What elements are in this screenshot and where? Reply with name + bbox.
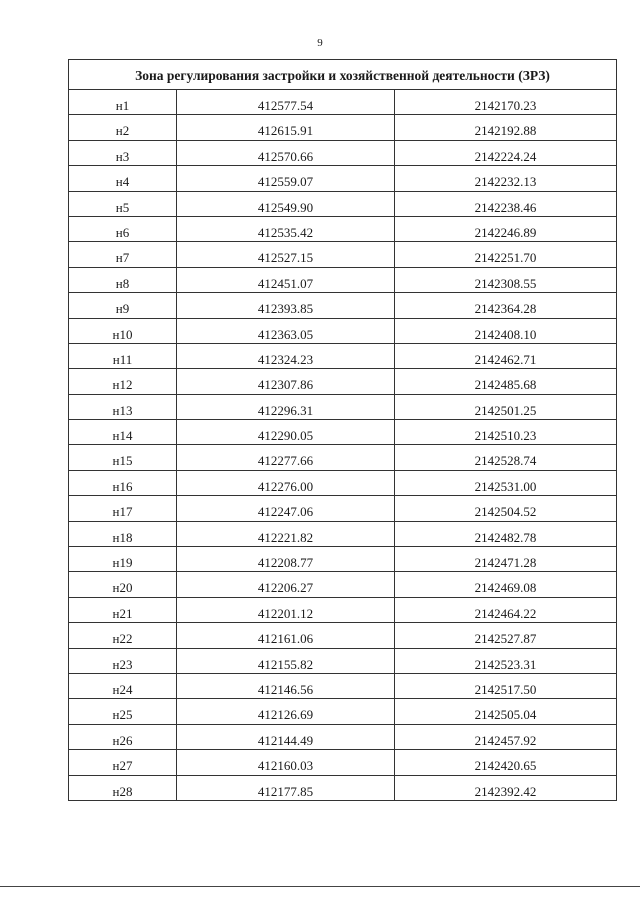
x-coordinate-cell: 412535.42 [177, 216, 395, 241]
table-row [69, 90, 617, 115]
point-id-cell: н6 [69, 216, 177, 241]
x-coordinate-cell: 412393.85 [177, 293, 395, 318]
table-row [69, 775, 617, 800]
y-coordinate-cell: 2142482.78 [395, 521, 617, 546]
point-id-cell: н18 [69, 521, 177, 546]
table-title-row [69, 60, 617, 90]
point-id-cell: н16 [69, 470, 177, 495]
y-coordinate-cell: 2142462.71 [395, 343, 617, 368]
y-coordinate-cell: 2142464.22 [395, 597, 617, 622]
y-coordinate-cell: 2142510.23 [395, 420, 617, 445]
y-coordinate-cell: 2142485.68 [395, 369, 617, 394]
table-header [69, 60, 617, 90]
point-id-cell: н12 [69, 369, 177, 394]
x-coordinate-cell: 412296.31 [177, 394, 395, 419]
table-row [69, 394, 617, 419]
table-row [69, 318, 617, 343]
table-row [69, 242, 617, 267]
x-coordinate-cell: 412527.15 [177, 242, 395, 267]
x-coordinate-cell: 412615.91 [177, 115, 395, 140]
y-coordinate-cell: 2142238.46 [395, 191, 617, 216]
table-row [69, 470, 617, 495]
y-coordinate-cell: 2142170.23 [395, 90, 617, 115]
x-coordinate-cell: 412451.07 [177, 267, 395, 292]
point-id-cell: н14 [69, 420, 177, 445]
x-coordinate-cell: 412363.05 [177, 318, 395, 343]
x-coordinate-cell: 412577.54 [177, 90, 395, 115]
y-coordinate-cell: 2142224.24 [395, 140, 617, 165]
point-id-cell: н4 [69, 166, 177, 191]
point-id-cell: н25 [69, 699, 177, 724]
table-row [69, 724, 617, 749]
point-id-cell: н21 [69, 597, 177, 622]
y-coordinate-cell: 2142527.87 [395, 623, 617, 648]
x-coordinate-cell: 412549.90 [177, 191, 395, 216]
y-coordinate-cell: 2142420.65 [395, 750, 617, 775]
y-coordinate-cell: 2142504.52 [395, 496, 617, 521]
y-coordinate-cell: 2142392.42 [395, 775, 617, 800]
table-row [69, 521, 617, 546]
table-row [69, 166, 617, 191]
x-coordinate-cell: 412155.82 [177, 648, 395, 673]
table-row [69, 547, 617, 572]
y-coordinate-cell: 2142523.31 [395, 648, 617, 673]
y-coordinate-cell: 2142469.08 [395, 572, 617, 597]
point-id-cell: н1 [69, 90, 177, 115]
y-coordinate-cell: 2142308.55 [395, 267, 617, 292]
point-id-cell: н20 [69, 572, 177, 597]
point-id-cell: н7 [69, 242, 177, 267]
point-id-cell: н27 [69, 750, 177, 775]
point-id-cell: н15 [69, 445, 177, 470]
point-id-cell: н26 [69, 724, 177, 749]
x-coordinate-cell: 412201.12 [177, 597, 395, 622]
x-coordinate-cell: 412276.00 [177, 470, 395, 495]
point-id-cell: н3 [69, 140, 177, 165]
table-row [69, 750, 617, 775]
x-coordinate-cell: 412161.06 [177, 623, 395, 648]
table-row [69, 369, 617, 394]
table-row [69, 267, 617, 292]
table-title: Зона регулирования застройки и хозяйственной деятельности (ЗРЗ) [69, 60, 617, 90]
table-row [69, 420, 617, 445]
coordinates-table [68, 59, 617, 801]
x-coordinate-cell: 412160.03 [177, 750, 395, 775]
table-row [69, 140, 617, 165]
x-coordinate-cell: 412247.06 [177, 496, 395, 521]
table-row [69, 572, 617, 597]
x-coordinate-cell: 412559.07 [177, 166, 395, 191]
point-id-cell: н24 [69, 673, 177, 698]
y-coordinate-cell: 2142232.13 [395, 166, 617, 191]
y-coordinate-cell: 2142528.74 [395, 445, 617, 470]
table-row [69, 115, 617, 140]
x-coordinate-cell: 412277.66 [177, 445, 395, 470]
point-id-cell: н17 [69, 496, 177, 521]
table-row [69, 623, 617, 648]
point-id-cell: н19 [69, 547, 177, 572]
y-coordinate-cell: 2142517.50 [395, 673, 617, 698]
page-bottom-rule [0, 886, 640, 887]
point-id-cell: н9 [69, 293, 177, 318]
y-coordinate-cell: 2142408.10 [395, 318, 617, 343]
point-id-cell: н10 [69, 318, 177, 343]
table-row [69, 293, 617, 318]
table-row [69, 216, 617, 241]
x-coordinate-cell: 412221.82 [177, 521, 395, 546]
y-coordinate-cell: 2142505.04 [395, 699, 617, 724]
point-id-cell: н11 [69, 343, 177, 368]
y-coordinate-cell: 2142501.25 [395, 394, 617, 419]
point-id-cell: н28 [69, 775, 177, 800]
point-id-cell: н5 [69, 191, 177, 216]
table-row [69, 699, 617, 724]
x-coordinate-cell: 412177.85 [177, 775, 395, 800]
y-coordinate-cell: 2142364.28 [395, 293, 617, 318]
x-coordinate-cell: 412206.27 [177, 572, 395, 597]
table-row [69, 191, 617, 216]
table-row [69, 445, 617, 470]
point-id-cell: н13 [69, 394, 177, 419]
y-coordinate-cell: 2142471.28 [395, 547, 617, 572]
y-coordinate-cell: 2142457.92 [395, 724, 617, 749]
x-coordinate-cell: 412290.05 [177, 420, 395, 445]
table-row [69, 673, 617, 698]
point-id-cell: н2 [69, 115, 177, 140]
point-id-cell: н8 [69, 267, 177, 292]
point-id-cell: н22 [69, 623, 177, 648]
x-coordinate-cell: 412126.69 [177, 699, 395, 724]
y-coordinate-cell: 2142192.88 [395, 115, 617, 140]
y-coordinate-cell: 2142246.89 [395, 216, 617, 241]
x-coordinate-cell: 412307.86 [177, 369, 395, 394]
table-row [69, 597, 617, 622]
x-coordinate-cell: 412324.23 [177, 343, 395, 368]
table-body [69, 90, 617, 801]
table-row [69, 648, 617, 673]
table-row [69, 496, 617, 521]
y-coordinate-cell: 2142251.70 [395, 242, 617, 267]
x-coordinate-cell: 412146.56 [177, 673, 395, 698]
x-coordinate-cell: 412144.49 [177, 724, 395, 749]
table-row [69, 343, 617, 368]
y-coordinate-cell: 2142531.00 [395, 470, 617, 495]
x-coordinate-cell: 412208.77 [177, 547, 395, 572]
x-coordinate-cell: 412570.66 [177, 140, 395, 165]
page-number: 9 [317, 37, 323, 49]
point-id-cell: н23 [69, 648, 177, 673]
